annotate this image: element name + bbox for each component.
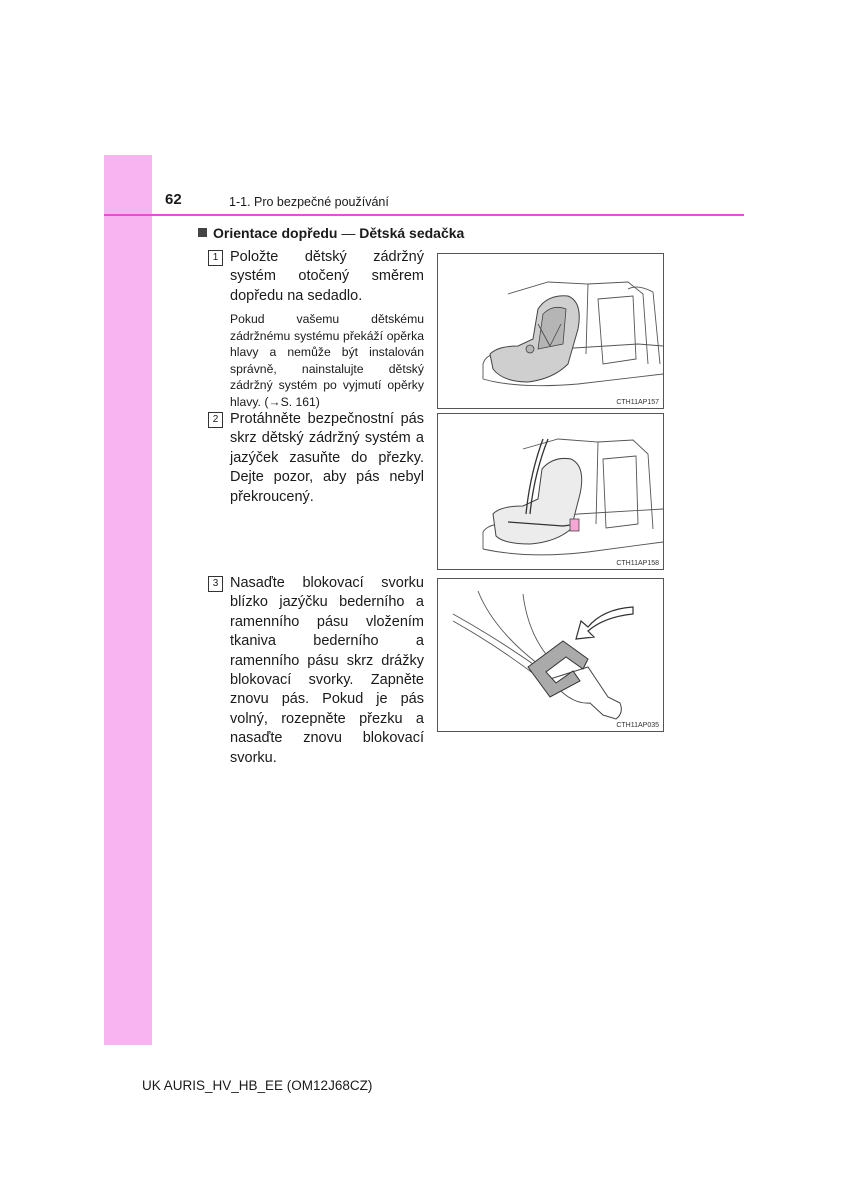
step-1-note: Pokud vašemu dětskému zádržnému systému překáží opěrka hlavy a nemůže být instalován správně, nainstalujte dětský zádržný systém po vyjmutí opěrky hlavy. (→S. 161) — [230, 312, 424, 409]
header-divider — [104, 214, 744, 216]
subheading-title: Orientace dopředu — [213, 225, 338, 241]
section-title: 1-1. Pro bezpečné používání — [229, 195, 389, 209]
subheading-dash: — — [341, 225, 356, 241]
belt-routing-illustration — [438, 414, 663, 569]
step-3-badge: 3 — [208, 576, 223, 592]
step-2-badge: 2 — [208, 412, 223, 428]
subheading — [198, 225, 464, 241]
figure-code: CTH11AP157 — [616, 399, 659, 406]
footer-model-code: UK AURIS_HV_HB_EE (OM12J68CZ) — [142, 1078, 373, 1093]
figure-child-seat-placed — [437, 253, 664, 409]
figure-code: CTH11AP158 — [616, 560, 659, 567]
page-number: 62 — [165, 191, 182, 208]
subheading-subtitle: Dětská sedačka — [359, 225, 465, 241]
figure-locking-clip — [437, 578, 664, 732]
figure-belt-routing — [437, 413, 664, 570]
side-color-band — [104, 155, 152, 1045]
square-bullet-icon — [198, 228, 207, 237]
figure-code: CTH11AP035 — [616, 722, 659, 729]
step-2-text: Protáhněte bezpečnostní pás skrz dětský zádržný systém a jazýček zasuňte do přezky. Dejte pozor, aby pás nebyl překroucený. — [230, 411, 424, 505]
locking-clip-illustration — [438, 579, 663, 731]
step-1-text: Položte dětský zádržný systém otočený směrem dopředu na sedadlo. — [230, 249, 424, 304]
child-seat-illustration — [438, 254, 663, 408]
step-1-badge: 1 — [208, 250, 223, 266]
step-3-text: Nasaďte blokovací svorku blízko jazýčku bederního a ramenního pásu vložením tkaniva bederního a ramenního pásu skrz drážky blokovací svorky. Zapněte znovu pás. Pokud je pás volný, rozepněte přezku a nasaďte znovu blokovací svorku. — [230, 575, 424, 766]
